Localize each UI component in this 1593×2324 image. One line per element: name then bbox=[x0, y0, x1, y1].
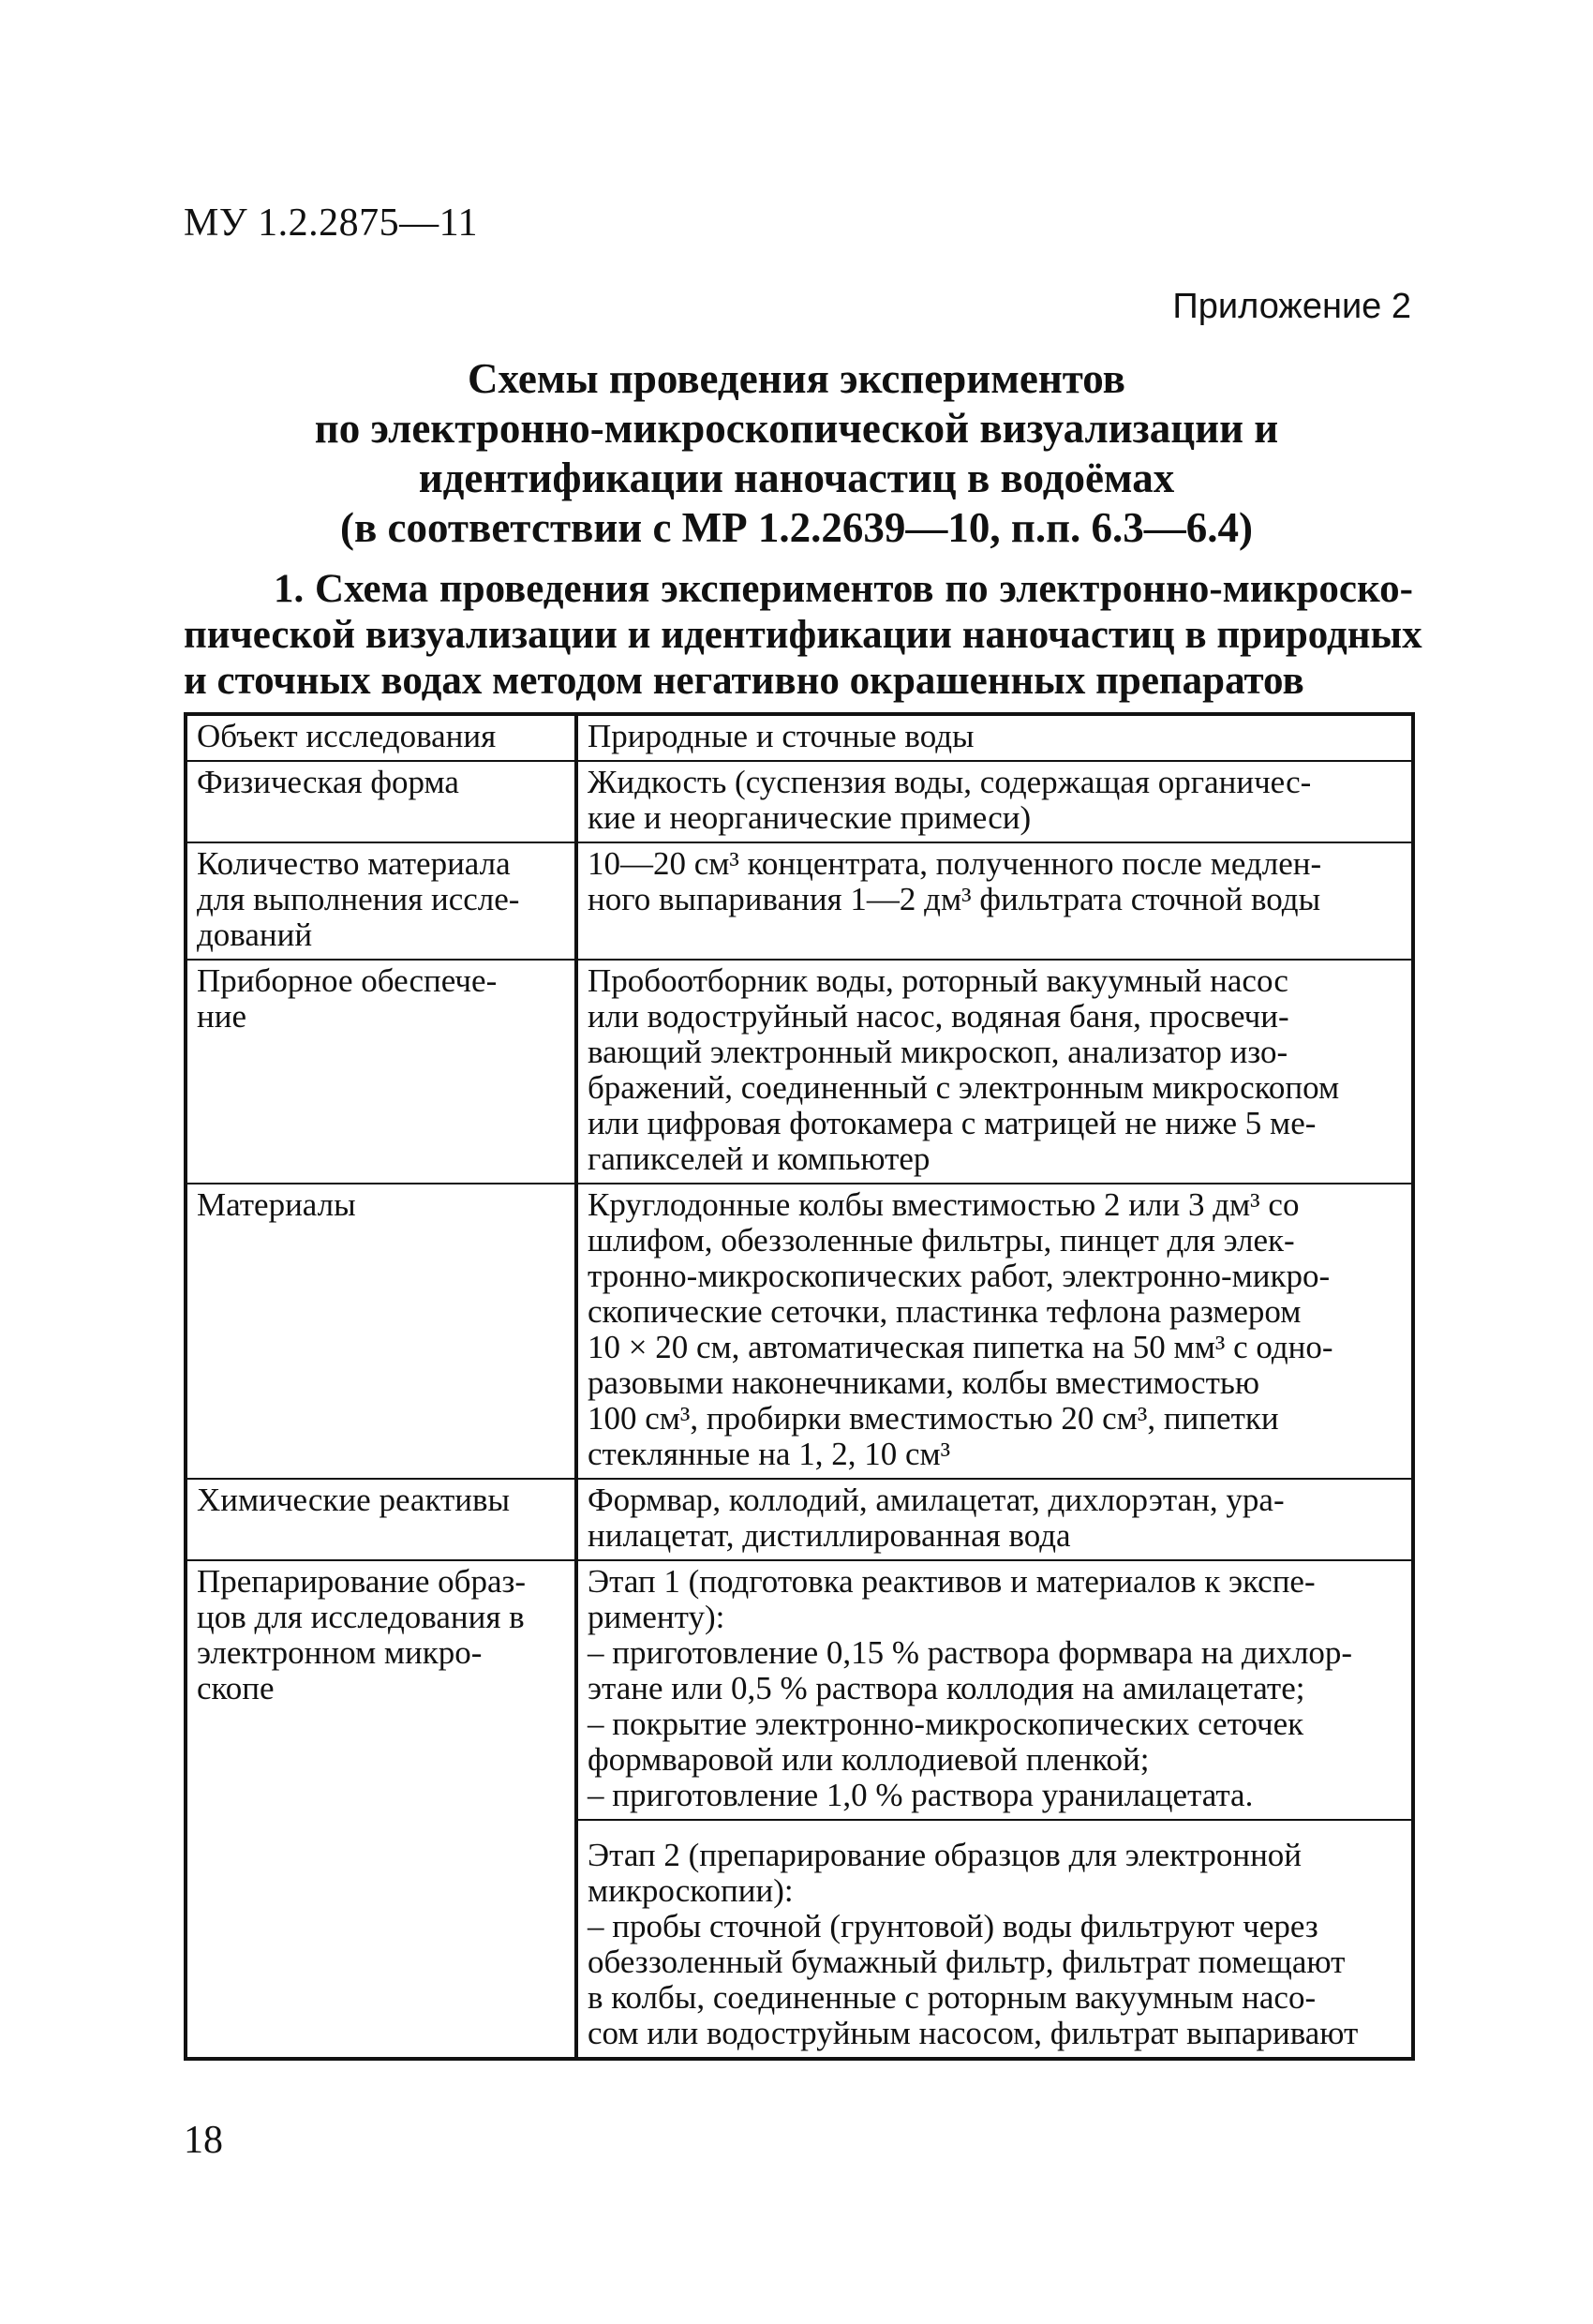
row-value-line: или водоструйный насос, водяная баня, просвечи- bbox=[588, 998, 1289, 1035]
section-heading-line: пической визуализации и идентификации наночастиц в природных bbox=[184, 613, 1422, 657]
row-value-line: гапикселей и компьютер bbox=[588, 1140, 930, 1177]
row-value-line: вающий электронный микроскоп, анализатор изо- bbox=[588, 1034, 1288, 1070]
row-value-line: тронно-микроскопических работ, электронно-микро- bbox=[588, 1258, 1331, 1294]
section-heading-line: 1. Схема проведения экспериментов по электронно-микроско- bbox=[274, 567, 1413, 611]
section-heading bbox=[184, 566, 1422, 704]
row-label-line: дований bbox=[197, 916, 313, 953]
stage2-line: микроскопии): bbox=[588, 1872, 794, 1909]
row-label-cell bbox=[186, 842, 576, 960]
row-label-cell bbox=[186, 960, 576, 1184]
row-label-line: цов для исследования в bbox=[197, 1599, 525, 1635]
row-value-cell bbox=[576, 714, 1413, 761]
row-value-line: 10—20 см³ концентрата, полученного после медлен- bbox=[588, 845, 1322, 882]
stage2-line: Этап 2 (препарирование образцов для электронной bbox=[588, 1837, 1303, 1873]
document-code: МУ 1.2.2875—11 bbox=[184, 201, 479, 245]
table-row bbox=[186, 842, 1413, 960]
row-value-cell bbox=[576, 761, 1413, 842]
row-value-line: кие и неорганические примеси) bbox=[588, 799, 1032, 836]
row-label-line: для выполнения иссле- bbox=[197, 881, 520, 917]
stage1-line: этане или 0,5 % раствора коллодия на амилацетате; bbox=[588, 1670, 1305, 1706]
row-value-line: шлифом, обеззоленные фильтры, пинцет для элек- bbox=[588, 1222, 1295, 1259]
row-value-cell bbox=[576, 842, 1413, 960]
row-value-line: Пробоотборник воды, роторный вакуумный насос bbox=[588, 962, 1288, 999]
row-label-line: Материалы bbox=[197, 1186, 356, 1223]
row-label-line: ние bbox=[197, 998, 246, 1035]
row-value-line: Круглодонные колбы вместимостью 2 или 3 дм³ со bbox=[588, 1186, 1300, 1223]
row-label-line: Физическая форма bbox=[197, 764, 459, 800]
row-value-line: ного выпаривания 1—2 дм³ фильтрата сточной воды bbox=[588, 881, 1321, 917]
row-label-cell bbox=[186, 761, 576, 842]
row-value-line: 100 см³, пробирки вместимостью 20 см³, пипетки bbox=[588, 1400, 1279, 1437]
row-value-line: Жидкость (суспензия воды, содержащая органичес- bbox=[588, 764, 1312, 800]
stage1-line: – приготовление 0,15 % раствора формвара на дихлор- bbox=[588, 1634, 1353, 1671]
title-line: по электронно-микроскопической визуализации и bbox=[314, 405, 1279, 452]
row-label-line: электронном микро- bbox=[197, 1634, 483, 1671]
row-value-line: стеклянные на 1, 2, 10 см³ bbox=[588, 1436, 951, 1472]
row-label-cell bbox=[186, 1479, 576, 1560]
stage1-line: – приготовление 1,0 % раствора уранилацетата. bbox=[588, 1777, 1254, 1813]
table-row bbox=[186, 714, 1413, 761]
row-label-cell bbox=[186, 1560, 576, 2059]
row-value-line: или цифровая фотокамера с матрицей не ниже 5 ме- bbox=[588, 1105, 1317, 1141]
row-value-line: разовыми наконечниками, колбы вместимостью bbox=[588, 1364, 1259, 1401]
row-value-line: Формвар, коллодий, амилацетат, дихлорэтан, ура- bbox=[588, 1482, 1285, 1518]
stage1-line: – покрытие электронно-микроскопических сеточек bbox=[588, 1706, 1304, 1742]
appendix-title bbox=[281, 354, 1312, 553]
row-value-line: бражений, соединенный с электронным микроскопом bbox=[588, 1069, 1340, 1106]
row-label-line: Препарирование образ- bbox=[197, 1563, 526, 1600]
table-row bbox=[186, 960, 1413, 1184]
stage2-line: сом или водоструйным насосом, фильтрат выпаривают bbox=[588, 2015, 1359, 2051]
table-row bbox=[186, 761, 1413, 842]
row-value-cell bbox=[576, 1560, 1413, 2059]
row-value-line: скопические сеточки, пластинка тефлона размером bbox=[588, 1293, 1302, 1330]
experiment-scheme-table bbox=[184, 712, 1415, 2061]
stage2-line: в колбы, соединенные с роторным вакуумным насо- bbox=[588, 1979, 1317, 2016]
stage2-line: обеззоленный бумажный фильтр, фильтрат помещают bbox=[588, 1944, 1346, 1980]
row-value-cell bbox=[576, 960, 1413, 1184]
row-label-line: Приборное обеспече- bbox=[197, 962, 498, 999]
stage-divider bbox=[578, 1819, 1411, 1832]
row-label-line: скопе bbox=[197, 1670, 275, 1706]
table-row bbox=[186, 1560, 1413, 2059]
section-heading-line: и сточных водах методом негативно окрашенных препаратов bbox=[184, 659, 1304, 703]
row-value-line: 10 × 20 см, автоматическая пипетка на 50 мм³ с одно- bbox=[588, 1329, 1333, 1365]
row-label-line: Объект исследования bbox=[197, 718, 497, 754]
row-label-line: Количество материала bbox=[197, 845, 511, 882]
row-value-line: Природные и сточные воды bbox=[588, 718, 975, 754]
stage1-line: формваровой или коллодиевой пленкой; bbox=[588, 1741, 1150, 1778]
row-value-cell bbox=[576, 1184, 1413, 1479]
row-value-line: нилацетат, дистиллированная вода bbox=[588, 1517, 1071, 1554]
table-row bbox=[186, 1479, 1413, 1560]
title-line: (в соответствии с МР 1.2.2639—10, п.п. 6.3—6.4) bbox=[340, 504, 1253, 551]
row-label-cell bbox=[186, 1184, 576, 1479]
stage1-line: рименту): bbox=[588, 1599, 725, 1635]
row-value-cell bbox=[576, 1479, 1413, 1560]
title-line: идентификации наночастиц в водоёмах bbox=[418, 454, 1175, 501]
row-label-cell bbox=[186, 714, 576, 761]
title-line: Схемы проведения экспериментов bbox=[468, 355, 1125, 402]
page-number: 18 bbox=[184, 2119, 223, 2162]
table-row bbox=[186, 1184, 1413, 1479]
stage1-line: Этап 1 (подготовка реактивов и материалов к экспе- bbox=[588, 1563, 1316, 1600]
stage2-line: – пробы сточной (грунтовой) воды фильтруют через bbox=[588, 1908, 1318, 1944]
row-label-line: Химические реактивы bbox=[197, 1482, 511, 1518]
appendix-label: Приложение 2 bbox=[1172, 287, 1411, 326]
